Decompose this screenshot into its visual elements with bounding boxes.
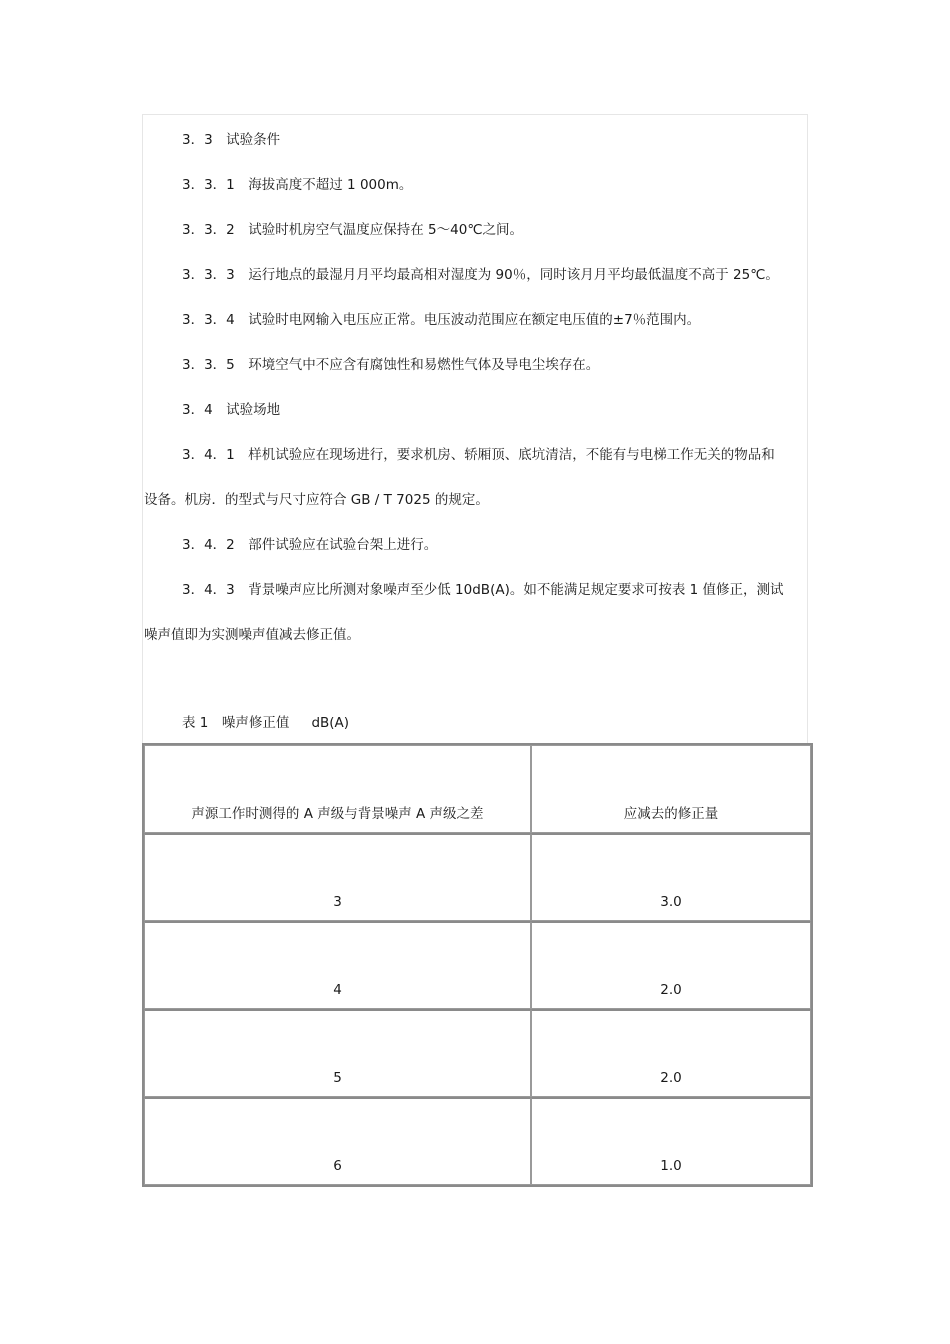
clause-3-4-1-line1: 3．4．1 样机试验应在现场进行，要求机房、轿厢顶、底坑清洁，不能有与电梯工作无关的物品和 — [182, 447, 775, 463]
clause-3-4-3-line2: 噪声值即为实测噪声值减去修正值。 — [144, 627, 360, 643]
table-caption: 表 1 噪声修正值 dB(A) — [182, 715, 350, 731]
clause-3-4-3-line1: 3．4．3 背景噪声应比所测对象噪声至少低 10dB(A)。如不能满足规定要求可按表 1 值修正，测试 — [182, 582, 784, 598]
cell-difference: 3 — [144, 833, 531, 921]
clause-3-3-3: 3．3．3 运行地点的最湿月月平均最高相对湿度为 90％，同时该月月平均最低温度不高于 25℃。 — [182, 267, 779, 283]
cell-correction: 2.0 — [531, 1009, 811, 1097]
header-level-difference: 声源工作时测得的 A 声级与背景噪声 A 声级之差 — [144, 745, 531, 833]
clause-3-3-1: 3．3．1 海拔高度不超过 1 000m。 — [182, 177, 413, 193]
table-row — [144, 833, 811, 921]
cell-correction: 1.0 — [531, 1097, 811, 1185]
table-header-row — [144, 745, 811, 833]
header-correction: 应减去的修正量 — [531, 745, 811, 833]
section-heading-3-3: 3．3 试验条件 — [182, 132, 281, 148]
text-frame — [142, 114, 808, 744]
section-heading-3-4: 3．4 试验场地 — [182, 402, 281, 418]
cell-difference: 4 — [144, 921, 531, 1009]
table-row — [144, 921, 811, 1009]
clause-3-3-2: 3．3．2 试验时机房空气温度应保持在 5～40℃之间。 — [182, 222, 523, 238]
clause-3-4-1-line2: 设备。机房．的型式与尺寸应符合 GB / T 7025 的规定。 — [144, 492, 489, 508]
clause-3-4-2: 3．4．2 部件试验应在试验台架上进行。 — [182, 537, 438, 553]
noise-correction-table — [142, 743, 813, 1187]
table-row — [144, 1009, 811, 1097]
clause-3-3-5: 3．3．5 环境空气中不应含有腐蚀性和易燃性气体及导电尘埃存在。 — [182, 357, 600, 373]
cell-correction: 3.0 — [531, 833, 811, 921]
cell-difference: 6 — [144, 1097, 531, 1185]
clause-3-3-4: 3．3．4 试验时电网输入电压应正常。电压波动范围应在额定电压值的±7％范围内。 — [182, 312, 701, 328]
table-row — [144, 1097, 811, 1185]
cell-correction: 2.0 — [531, 921, 811, 1009]
cell-difference: 5 — [144, 1009, 531, 1097]
